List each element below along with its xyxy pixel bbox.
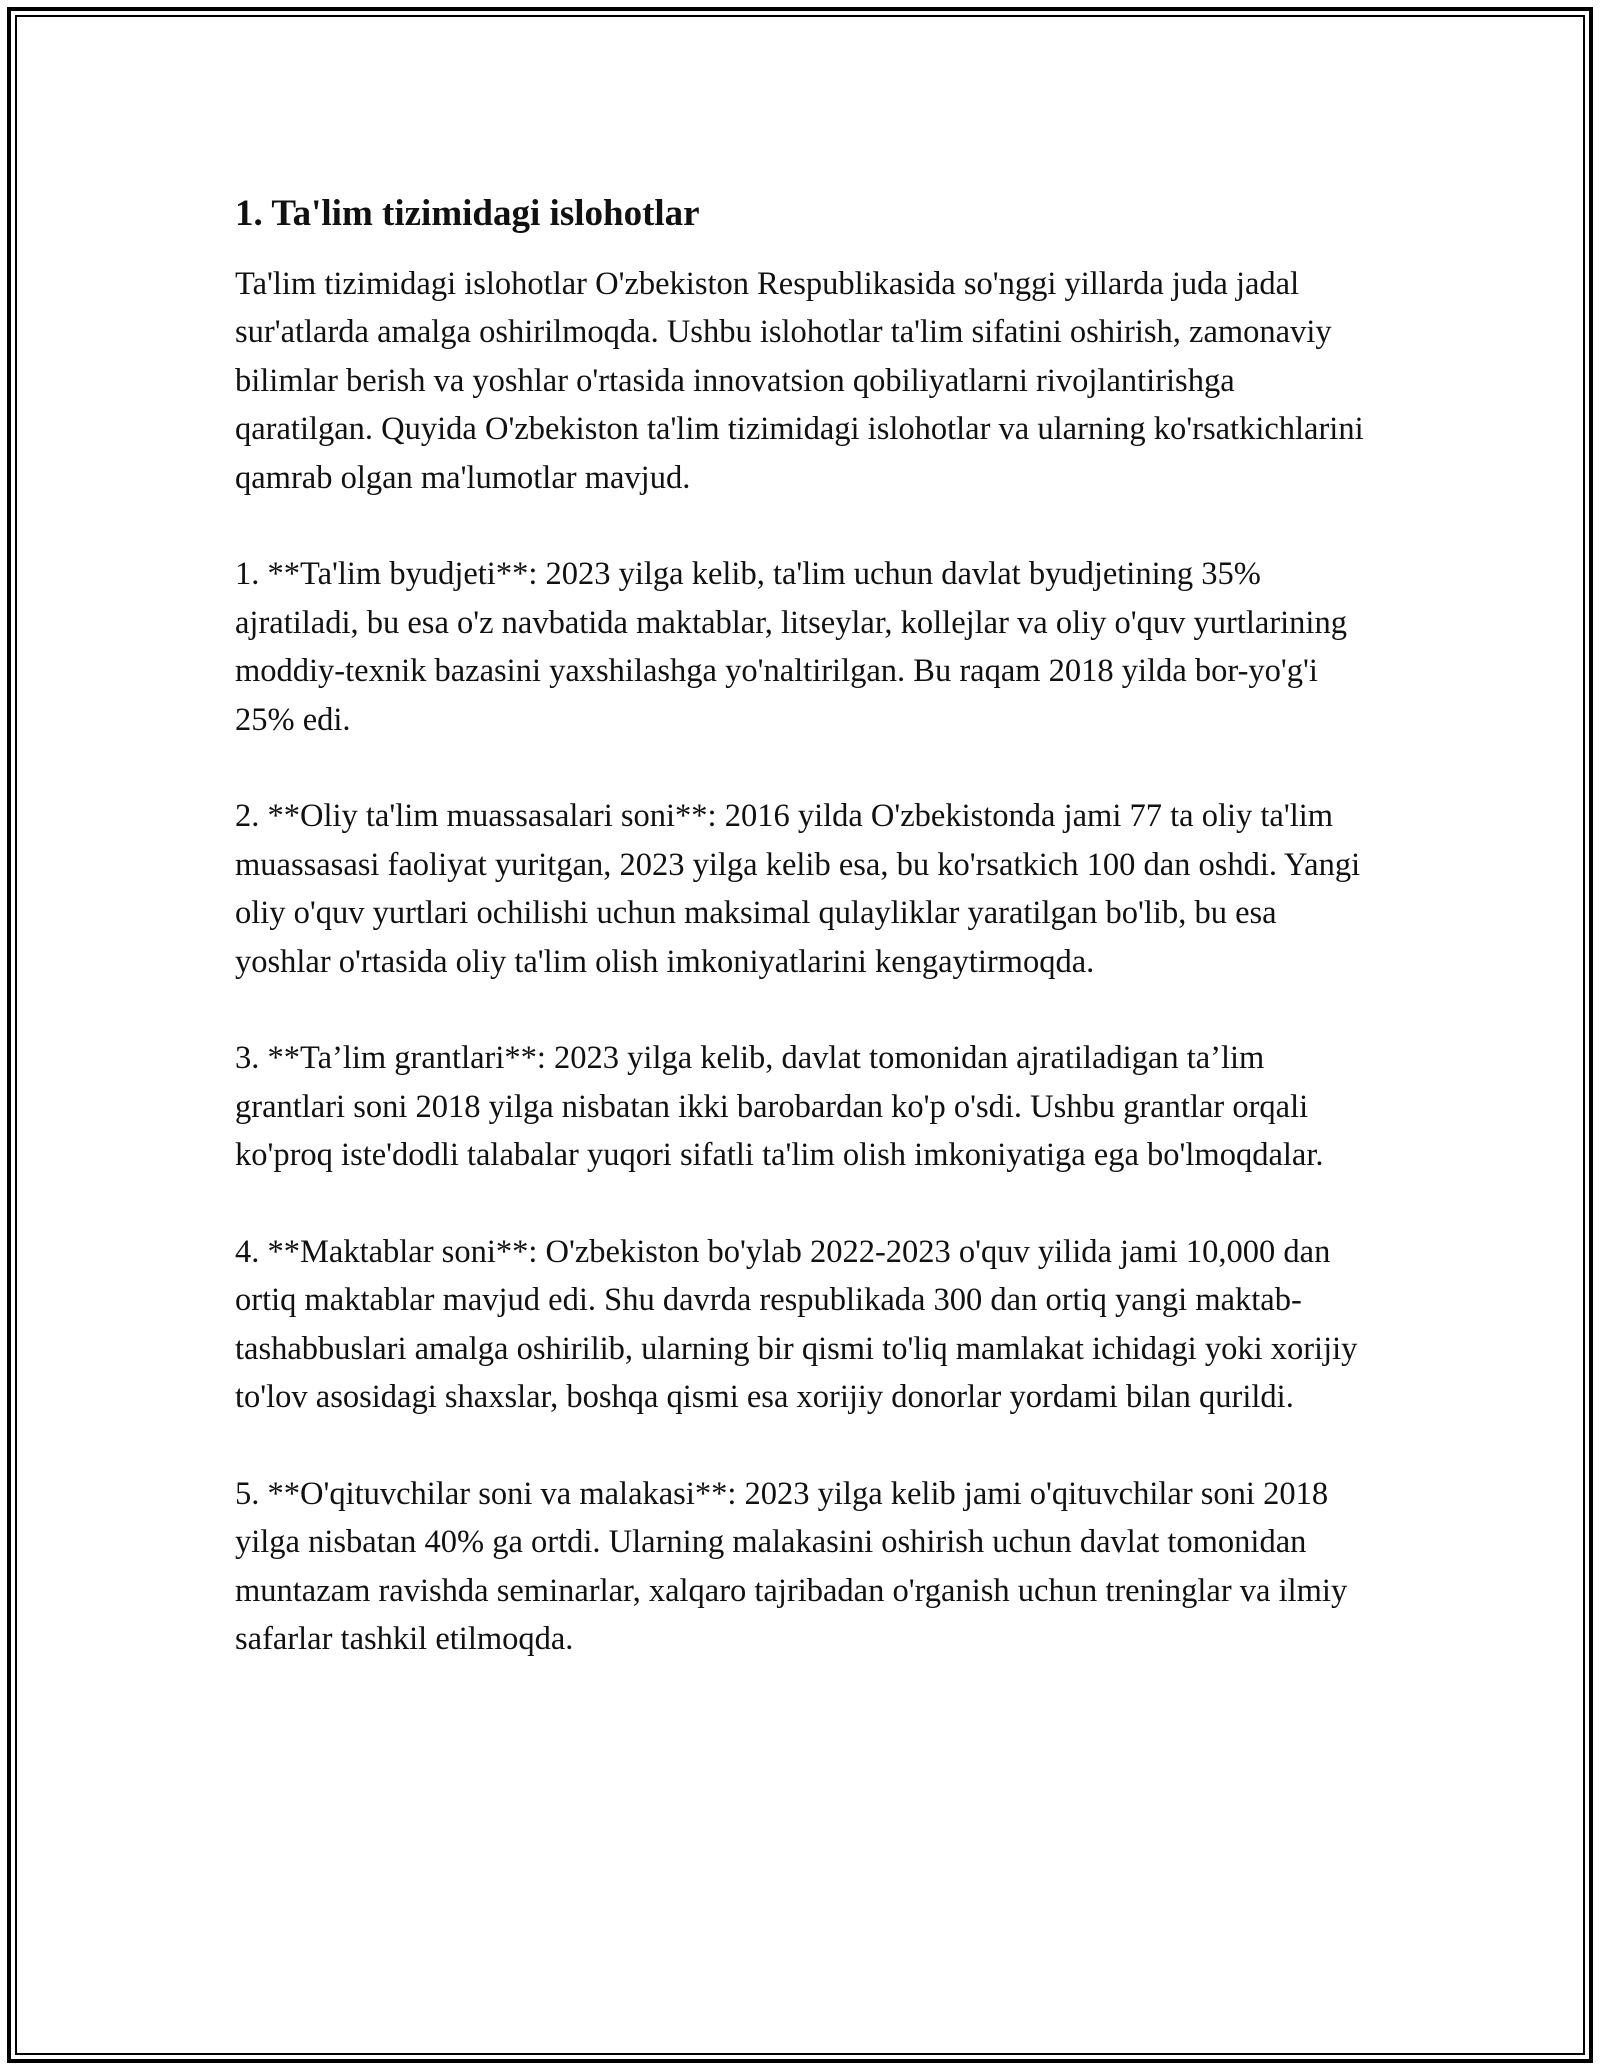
section-title: 1. Ta'lim tizimidagi islohotlar xyxy=(235,193,700,234)
item-education-budget: 1. **Ta'lim byudjeti**: 2023 yilga kelib, ta'lim uchun davlat byudjetining 35% ajratiladi, bu esa o'z navbatida maktablar, litseylar, kollejlar va oliy o'quv yurtlarining moddiy-texnik bazasini yaxshilashga yo'naltirilgan. Bu raqam 2018 yilda bor-yo'g'i 25% edi. xyxy=(235,556,1347,738)
item-teachers: 5. **O'qituvchilar soni va malakasi**: 2023 yilga kelib jami o'qituvchilar soni 2018 yilga nisbatan 40% ga ortdi. Ularning malakasini oshirish uchun davlat tomonidan muntazam ravishda seminarlar, xalqaro tajribadan o'rganish uchun treninglar va ilmiy safarlar tashkil etilmoqda. xyxy=(235,1476,1348,1658)
intro-paragraph: Ta'lim tizimidagi islohotlar O'zbekiston Respublikasida so'nggi yillarda juda jadal sur'atlarda amalga oshirilmoqda. Ushbu islohotlar ta'lim sifatini oshirish, zamonaviy bilimlar berish va yoshlar o'rtasida innovatsion qobiliyatlarni rivojlantirishga qaratilgan. Quyida O'zbekiston ta'lim tizimidagi islohotlar va ularning ko'rsatkichlarini qamrab olgan ma'lumotlar mavjud. xyxy=(235,266,1364,496)
item-education-grants: 3. **Ta’lim grantlari**: 2023 yilga kelib, davlat tomonidan ajratiladigan ta’lim grantlari soni 2018 yilga nisbatan ikki barobardan ko'p o'sdi. Ushbu grantlar orqali ko'proq iste'dodli talabalar yuqori sifatli ta'lim olish imkoniyatiga ega bo'lmoqdalar. xyxy=(235,1040,1324,1174)
document-body xyxy=(235,190,1365,1712)
item-higher-education-institutions: 2. **Oliy ta'lim muassasalari soni**: 2016 yilda O'zbekistonda jami 77 ta oliy ta'lim muassasasi faoliyat yuritgan, 2023 yilga kelib esa, bu ko'rsatkich 100 dan oshdi. Yangi oliy o'quv yurtlari ochilishi uchun maksimal qulayliklar yaratilgan bo'lib, bu esa yoshlar o'rtasida oliy ta'lim olish imkoniyatlarini kengaytirmoqda. xyxy=(235,798,1361,980)
item-number-of-schools: 4. **Maktablar soni**: O'zbekiston bo'ylab 2022-2023 o'quv yilida jami 10,000 dan ortiq maktablar mavjud edi. Shu davrda respublikada 300 dan ortiq yangi maktab-tashabbuslari amalga oshirilib, ularning bir qismi to'liq mamlakat ichidagi yoki xorijiy to'lov asosidagi shaxslar, boshqa qismi esa xorijiy donorlar yordami bilan qurildi. xyxy=(235,1234,1358,1416)
